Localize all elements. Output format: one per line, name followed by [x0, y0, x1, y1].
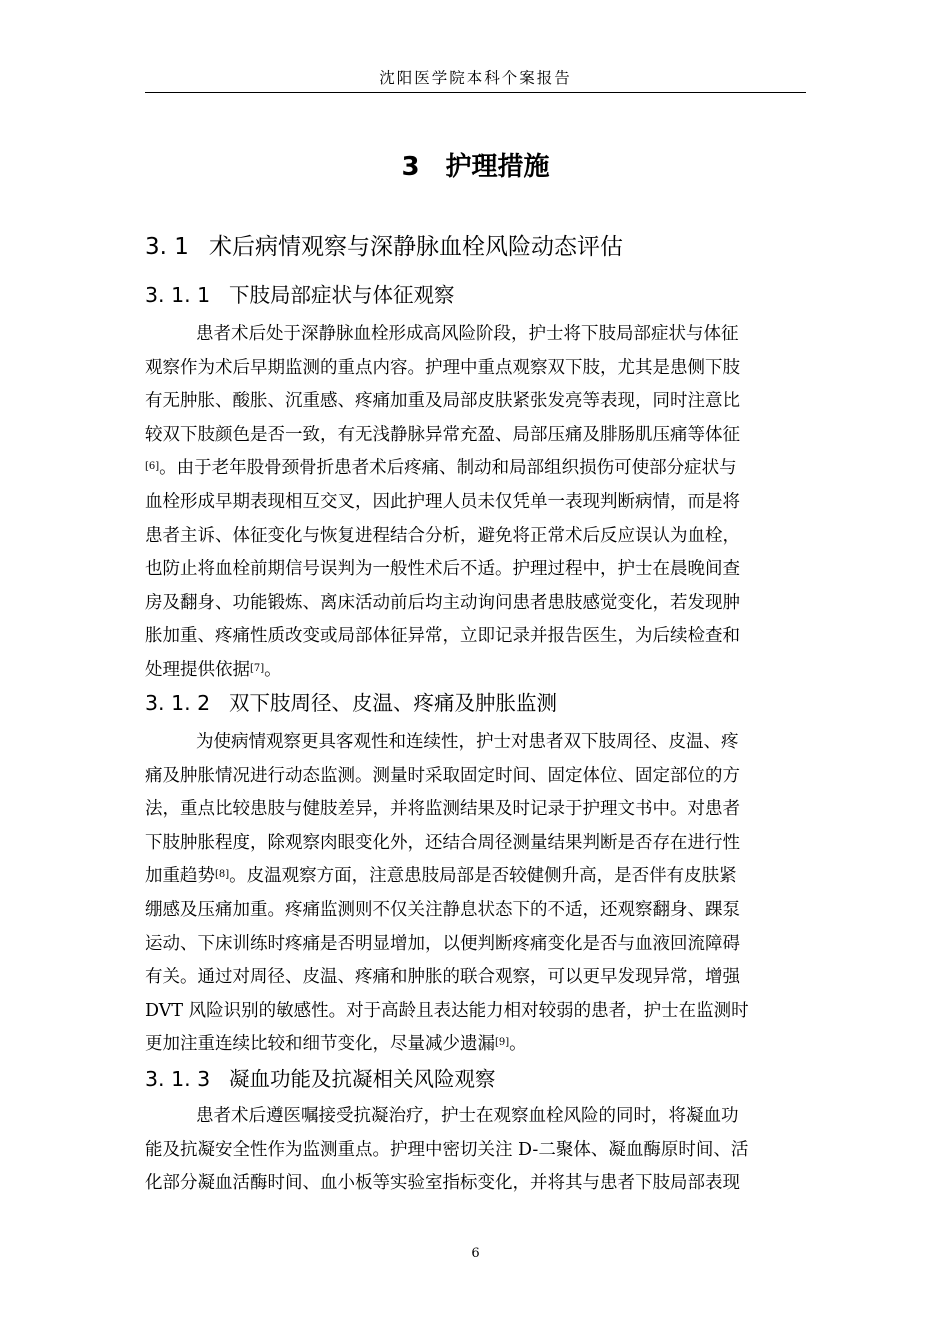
text-line	[145, 654, 806, 688]
subsection-title: 下肢局部症状与体征观察	[229, 283, 455, 307]
text-line: 患者术后处于深静脉血栓形成高风险阶段，护士将下肢局部症状与体征	[196, 324, 739, 344]
subsection-heading-3-1-1	[145, 279, 806, 311]
section-heading-3-1	[145, 230, 806, 264]
paragraph-3-1-2	[145, 726, 806, 1062]
text-line: 痛及肿胀情况进行动态监测。测量时采取固定时间、固定体位、固定部位的方	[145, 765, 740, 786]
chapter-title-text: 护理措施	[445, 152, 550, 182]
subsection-number: 3. 1. 1	[145, 283, 211, 307]
text-line: 为使病情观察更具客观性和连续性，护士对患者双下肢周径、皮温、疼	[196, 732, 739, 752]
subsection-title: 凝血功能及抗凝相关风险观察	[229, 1067, 496, 1091]
text-line: 患者主诉、体征变化与恢复进程结合分析，避免将正常术后反应误认为血栓，	[145, 525, 740, 546]
text-line: 也防止将血栓前期信号误判为一般性术后不适。护理过程中，护士在晨晚间查	[145, 559, 740, 580]
text-line: 房及翻身、功能锻炼、离床活动前后均主动询问患者患肢感觉变化，若发现肿	[145, 592, 740, 613]
paragraph-3-1-1	[145, 318, 806, 688]
text-line: 下肢肿胀程度，除观察肉眼变化外，还结合周径测量结果判断是否存在进行性	[145, 832, 740, 853]
section-title: 术后病情观察与深静脉血栓风险动态评估	[209, 234, 623, 260]
text-line: 血栓形成早期表现相互交叉，因此护理人员未仅凭单一表现判断病情，而是将	[145, 491, 740, 512]
text-line	[145, 452, 806, 486]
text-line	[145, 1028, 806, 1062]
citation: [8]	[215, 869, 230, 881]
text-fragment: 更加注重连续比较和细节变化，尽量减少遗漏	[145, 1034, 495, 1055]
text-line: 观察作为术后早期监测的重点内容。护理中重点观察双下肢，尤其是患侧下肢	[145, 357, 740, 378]
paragraph-3-1-3	[145, 1100, 806, 1201]
subsection-number: 3. 1. 3	[145, 1067, 211, 1091]
page-number: 6	[471, 1246, 480, 1261]
subsection-title: 双下肢周径、皮温、疼痛及肿胀监测	[229, 691, 557, 715]
chapter-title	[145, 148, 806, 186]
text-line: 法，重点比较患肢与健肢差异，并将监测结果及时记录于护理文书中。对患者	[145, 799, 740, 820]
text-line: DVT 风险识别的敏感性。对于高龄且表达能力相对较弱的患者，护士在监测时	[145, 1000, 749, 1021]
text-fragment: 。	[509, 1034, 527, 1055]
text-fragment: 加重趋势	[145, 866, 215, 887]
subsection-heading-3-1-3	[145, 1063, 806, 1095]
text-line: 患者术后遵医嘱接受抗凝治疗，护士在观察血栓风险的同时，将凝血功	[196, 1106, 739, 1126]
text-fragment: 。皮温观察方面，注意患肢局部是否较健侧升高，是否伴有皮肤紧	[229, 866, 737, 887]
subsection-number: 3. 1. 2	[145, 691, 211, 715]
subsection-heading-3-1-2	[145, 687, 806, 719]
text-line: 能及抗凝安全性作为监测重点。护理中密切关注 D-二聚体、凝血酶原时间、活	[145, 1139, 749, 1160]
page-header	[145, 66, 806, 93]
citation: [9]	[495, 1037, 510, 1049]
header-text: 沈阳医学院本科个案报告	[379, 69, 572, 87]
text-fragment: 。	[264, 659, 282, 680]
text-line: 运动、下床训练时疼痛是否明显增加，以便判断疼痛变化是否与血液回流障碍	[145, 933, 740, 954]
text-line: 胀加重、疼痛性质改变或局部体征异常，立即记录并报告医生，为后续检查和	[145, 626, 740, 647]
text-line: 有无肿胀、酸胀、沉重感、疼痛加重及局部皮肤紧张发亮等表现，同时注意比	[145, 391, 740, 412]
text-line: 较双下肢颜色是否一致，有无浅静脉异常充盈、局部压痛及腓肠肌压痛等体征	[145, 424, 740, 445]
text-line: 化部分凝血活酶时间、血小板等实验室指标变化，并将其与患者下肢局部表现	[145, 1173, 740, 1194]
chapter-number: 3	[401, 152, 420, 182]
section-number: 3. 1	[145, 234, 189, 260]
text-fragment: 。由于老年股骨颈骨折患者术后疼痛、制动和局部组织损伤可使部分症状与	[159, 458, 737, 479]
citation: [7]	[250, 662, 265, 674]
text-line: 有关。通过对周径、皮温、疼痛和肿胀的联合观察，可以更早发现异常，增强	[145, 967, 740, 988]
text-fragment: 处理提供依据	[145, 659, 250, 680]
text-line	[145, 860, 806, 894]
citation: [6]	[145, 461, 160, 473]
text-line: 绷感及压痛加重。疼痛监测则不仅关注静息状态下的不适，还观察翻身、踝泵	[145, 899, 740, 920]
